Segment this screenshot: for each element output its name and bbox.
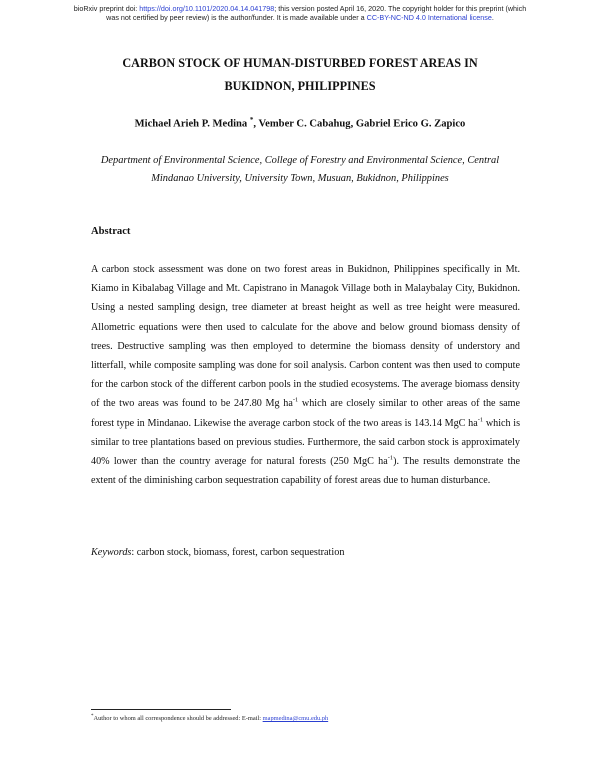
superscript: -1 — [292, 397, 299, 405]
superscript: -1 — [477, 416, 484, 424]
doi-link[interactable]: https://doi.org/10.1101/2020.04.14.041798 — [139, 4, 275, 13]
affiliation-line-2: Mindanao University, University Town, Musuan, Bukidnon, Philippines — [151, 173, 449, 184]
email-link[interactable]: mapmedina@cmu.edu.ph — [262, 715, 329, 723]
footnote-divider — [91, 709, 231, 710]
affiliation — [60, 152, 540, 188]
license-link[interactable]: CC-BY-NC-ND 4.0 International license — [366, 13, 492, 22]
title-line-2: BUKIDNON, PHILIPPINES — [224, 79, 376, 93]
keywords-text: : carbon stock, biomass, forest, carbon sequestration — [131, 547, 345, 558]
title-line-1: CARBON STOCK OF HUMAN-DISTURBED FOREST AREAS IN — [122, 56, 478, 70]
corresponding-mark: * — [249, 116, 254, 124]
author-1: Michael Arieh P. Medina — [134, 118, 250, 130]
superscript: -1 — [387, 454, 394, 462]
abstract-body: A carbon stock assessment was done on two forest areas in Bukidnon, Philippines specifically in Mt. Kiamo in Kibalabag Village and Mt. Capistrano in Managok Village both in Malaybalay City, Bukidnon. Using a nested sampling design, tree diameter at breast height as well as tree height were measured. Allometric equations were then used to calculate for the above and below ground biomass density of trees. Destructive sampling was then employed to determine the biomass density of understory and litterfall, while composite sampling was done for soil analysis. Carbon content was then used to compute for the carbon stock of the different carbon pools in the studied ecosystems. The average biomass density of the two areas was found to be 247.80 Mg $ha^{-1}$ which are closely similar to other areas of the same forest type in Mindanao. Likewise the average carbon stock of the two areas is 143.14 MgC $ha^{-1}$ which is similar to tree plantations based on previous studies. Furthermore, the said carbon stock is approximately 40% lower than the country average for natural forests (250 MgC $ha^{-1}$). The results demonstrate the extent of the diminishing carbon sequestration capability of forest areas due to human disturbance. — [91, 264, 521, 487]
preprint-notice — [0, 4, 600, 22]
paper-title — [60, 52, 540, 98]
footnote-mark: * — [91, 714, 94, 719]
abstract-heading: Abstract — [91, 226, 131, 237]
author-list — [0, 116, 600, 130]
preprint-line-2: was not certified by peer review) is the author/funder. It is made available under a CC-BY-NC-ND 4.0 International license. — [106, 13, 494, 22]
footnote — [91, 714, 328, 722]
other-authors: , Vember C. Cabahug, Gabriel Erico G. Zapico — [253, 118, 466, 130]
footnote-text: Author to whom all correspondence should be addressed: E-mail: — [93, 715, 263, 723]
keywords — [91, 547, 344, 558]
affiliation-line-1: Department of Environmental Science, College of Forestry and Environmental Science, Central — [100, 155, 500, 166]
keywords-label: Keywords — [91, 547, 132, 558]
preprint-line-1: bioRxiv preprint doi: https://doi.org/10.1101/2020.04.14.041798; this version posted April 16, 2020. The copyright holder for this preprint (which — [73, 4, 527, 13]
